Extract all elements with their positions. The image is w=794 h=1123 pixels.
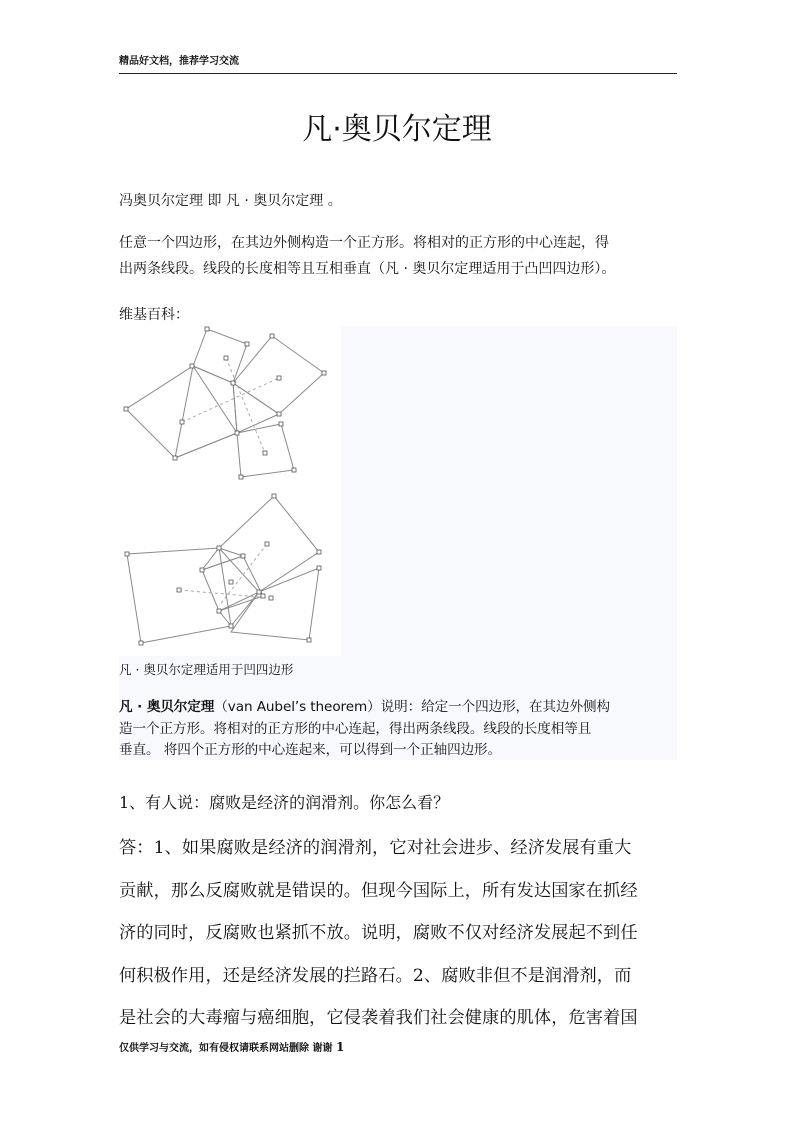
van-aubel-figure [119,326,341,656]
answer-line: 济的同时，反腐败也紧抓不放。说明，腐败不仅对经济发展起不到任 [119,923,638,943]
wiki-line-3: 垂直。 将四个正方形的中心连起来，可以得到一个正轴四边形。 [119,742,502,758]
theorem-name-bold: 凡 · 奥贝尔定理 [119,699,215,715]
theorem-line-1: 任意一个四边形，在其边外侧构造一个正方形。将相对的正方形的中心连起，得 [119,235,609,251]
square-top-right [233,336,324,414]
wiki-line-1-rest: （van Aubel’s theorem）说明：给定一个四边形，在其边外侧构 [214,699,611,715]
wiki-excerpt [119,697,683,762]
square-bottom [237,424,294,477]
header-text: 精品好文档，推荐学习交流 [119,56,239,67]
question-1: 1、有人说：腐败是经济的润滑剂。你怎么看？ [119,793,450,812]
answer-line: 贡献，那么反腐败就是错误的。但现今国际上，所有发达国家在抓经 [119,880,638,901]
square-top-left [193,329,247,383]
wiki-label: 维基百科： [119,307,189,323]
answer-paragraph [119,827,679,1040]
square-left-lower [127,548,231,643]
wiki-line-1 [119,697,683,719]
van-aubel-diagram [119,326,341,656]
square-bottom-lower [231,568,319,640]
intro-paragraph: 冯奥贝尔定理 即 凡 · 奥贝尔定理 。 [119,193,342,209]
page-header [119,55,677,74]
square-left [126,366,237,458]
answer-line: 是社会的大毒瘤与癌细胞，它侵袭着我们社会健康的肌体，危害着国 [119,1008,638,1028]
document-title: 凡·奥贝尔定理 [302,112,492,147]
theorem-paragraph [119,230,679,282]
page-number: 1 [335,1040,345,1054]
answer-line: 答：1、如果腐败是经济的润滑剂，它对社会进步、经济发展有重大 [119,838,632,858]
footer-text: 仅供学习与交流，如有侵权请联系网站删除 谢谢 [119,1043,333,1054]
wiki-line-2: 造一个正方形。将相对的正方形的中心连起，得出两条线段。线段的长度相等且 [119,720,592,737]
quadrilateral-convex [175,366,237,458]
answer-line: 何积极作用，还是经济发展的拦路石。2、腐败非但不是润滑剂，而 [119,965,632,986]
figure-caption: 凡 · 奥贝尔定理适用于凹四边形 [119,662,294,677]
theorem-line-2: 出两条线段。线段的长度相等且互相垂直（凡 · 奥贝尔定理适用于凸凹四边形）。 [119,261,616,277]
page-footer [119,1040,344,1056]
